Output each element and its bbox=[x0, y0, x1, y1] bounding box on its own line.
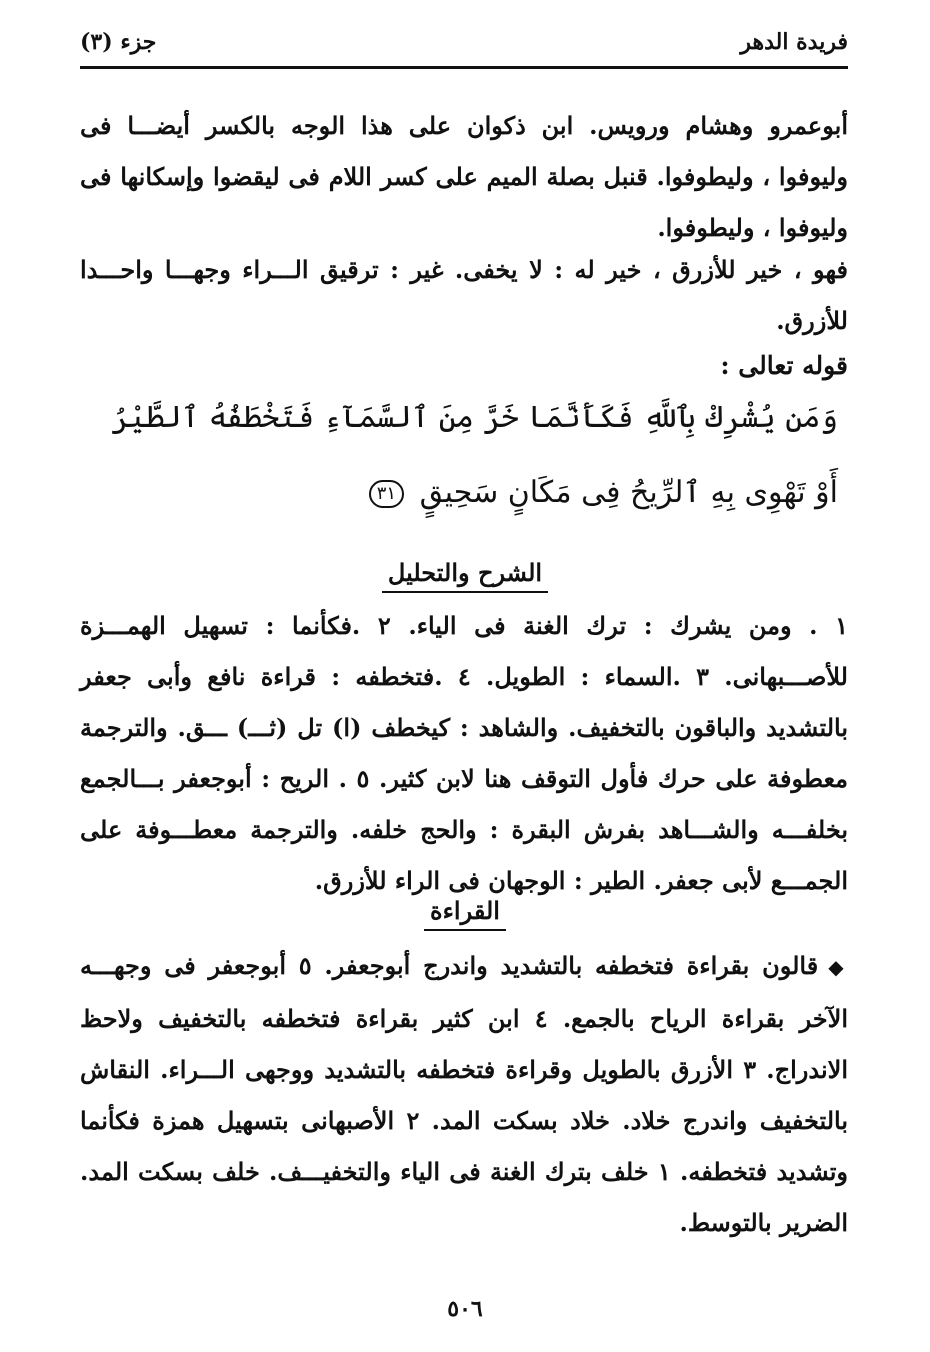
part-label: جزء (٣) bbox=[80, 29, 157, 55]
running-header bbox=[80, 22, 848, 62]
verse-intro: قوله تعالى : bbox=[720, 351, 848, 380]
page-number: ٥٠٦ bbox=[447, 1296, 483, 1322]
diamond-bullet-icon: ◆ bbox=[828, 955, 848, 979]
ayah-number-badge: ٣١ bbox=[369, 480, 404, 508]
book-title: فريدة الدهر bbox=[740, 29, 848, 55]
reading-paragraph bbox=[80, 940, 848, 1248]
paragraph-notes: فهو ، خير للأزرق ، خير له : لا يخفى. غير : ترقيق الـــراء وجهـــا واحـــدا للأزرق. bbox=[80, 255, 848, 335]
quran-verse-line-1: وَمَن يُشْرِكْ بِٱللَّهِ فَكَأَنَّمَا خَرَّ مِنَ ٱلسَّمَآءِ فَتَخْطَفُهُ ٱلطَّيْرُ bbox=[111, 400, 838, 435]
section-title-explanation bbox=[0, 558, 930, 587]
explanation-paragraph: ١ . ومن يشرك : ترك الغنة فى الياء. ٢ .فكأنما : تسهيل الهمـــزة للأصـــبهانى. ٣ .السماء : الطويل. ٤ .فتخطفه : قراءة نافع وأبى جعفر بالتشديد والباقون بالتخفيف. والشاهد : كيخطف (ا) تل (ثـــ) ـــق. والترجمة معطوفة على حرك فأول التوقف هنا لابن كثير. ٥ . الريح : أبوجعفر بـــالجمع بخلفـــه والشـــاهد بفرش البقرة : والحج خلفه. والترجمة معطـــوفة على الجمـــع لأبى جعفر. الطير : الوجهان فى الراء للأزرق. bbox=[80, 611, 849, 895]
section-title-reading-text: القراءة bbox=[424, 896, 506, 931]
reading-paragraph-text: قالون بقراءة فتخطفه بالتشديد واندرج أبوجعفر. ٥ أبوجعفر فى وجهـــه الآخر بقراءة الرياح بالجمع. ٤ ابن كثير بقراءة فتخطفه بالتخفيف ولاحظ الاندراج. ٣ الأزرق بالطويل وقراءة فتخطفه بالتشديد ووجهى الـــراء. النقاش بالتخفيف واندرج خلاد. خلاد بسكت المد. ٢ الأصبهانى بتسهيل همزة فكأنما وتشديد فتخطفه. ١ خلف بترك الغنة فى الياء والتخفيـــف. خلف بسكت المد. الضرير بالتوسط. bbox=[80, 951, 849, 1237]
quran-verse-line-2 bbox=[90, 455, 838, 530]
quran-verse-line-2-text: أَوْ تَهْوِى بِهِ ٱلرِّيحُ فِى مَكَانٍ سَحِيقٍ bbox=[419, 475, 838, 510]
header-rule bbox=[80, 66, 848, 69]
section-title-explanation-text: الشرح والتحليل bbox=[382, 558, 548, 593]
paragraph-continuation: أبوعمرو وهشام ورويس. ابن ذكوان على هذا الوجه بالكسر أيضـــا فى وليوفوا ، وليطوفوا. قنبل بصلة الميم على كسر اللام فى ليقضوا وإسكانها فى وليوفوا ، وليطوفوا. bbox=[80, 111, 848, 242]
section-title-reading bbox=[0, 896, 930, 925]
